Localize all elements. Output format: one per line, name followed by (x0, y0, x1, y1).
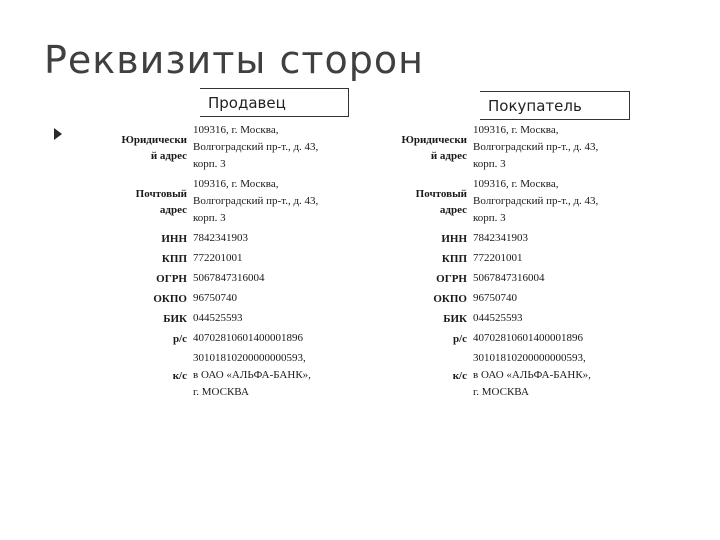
seller-field-label: Почтовый адрес (135, 187, 187, 216)
seller-field-value: 044525593 (193, 312, 243, 324)
buyer-field-label: Юридически й адрес (401, 133, 467, 162)
seller-detail-row (100, 270, 318, 287)
buyer-field-value: 109316, г. Москва, Волгоградский пр-т., д. 43, корп. 3 (473, 178, 599, 224)
buyer-field-label: БИК (443, 312, 467, 325)
buyer-detail-row (380, 350, 598, 401)
buyer-detail-row (380, 230, 598, 247)
buyer-field-value: 109316, г. Москва, Волгоградский пр-т., д. 43, корп. 3 (473, 124, 599, 170)
seller-field-label: к/с (172, 369, 187, 382)
buyer-detail-row (380, 270, 598, 287)
seller-field-value: 5067847316004 (193, 272, 265, 284)
seller-detail-row (100, 250, 318, 267)
buyer-detail-row (380, 290, 598, 307)
buyer-field-value: 5067847316004 (473, 272, 545, 284)
seller-field-label: р/с (172, 332, 187, 345)
buyer-detail-row (380, 122, 598, 173)
buyer-field-label: р/с (452, 332, 467, 345)
seller-field-label: ОКПО (153, 292, 187, 305)
seller-field-label: Юридически й адрес (121, 133, 187, 162)
seller-field-label: ОГРН (156, 272, 187, 285)
seller-details (100, 122, 318, 404)
page-title: Реквизиты сторон (44, 38, 424, 82)
buyer-detail-row (380, 250, 598, 267)
seller-field-value: 96750740 (193, 292, 237, 304)
buyer-field-label: ОГРН (436, 272, 467, 285)
seller-field-value: 40702810601400001896 (193, 332, 303, 344)
seller-field-value: 109316, г. Москва, Волгоградский пр-т., д. 43, корп. 3 (193, 124, 319, 170)
buyer-detail-row (380, 310, 598, 327)
seller-detail-row (100, 290, 318, 307)
seller-field-value: 30101810200000000593, в ОАО «АЛЬФА-БАНК», г. МОСКВА (193, 352, 311, 398)
buyer-field-value: 30101810200000000593, в ОАО «АЛЬФА-БАНК», г. МОСКВА (473, 352, 591, 398)
seller-field-label: ИНН (161, 232, 187, 245)
seller-detail-row (100, 310, 318, 327)
seller-field-label: КПП (161, 252, 187, 265)
seller-detail-row (100, 230, 318, 247)
buyer-field-label: ИНН (441, 232, 467, 245)
buyer-field-label: КПП (441, 252, 467, 265)
seller-header: Продавец (200, 88, 349, 117)
seller-field-value: 109316, г. Москва, Волгоградский пр-т., д. 43, корп. 3 (193, 178, 319, 224)
seller-detail-row (100, 176, 318, 227)
buyer-header: Покупатель (480, 91, 630, 120)
buyer-field-label: к/с (452, 369, 467, 382)
buyer-field-label: ОКПО (433, 292, 467, 305)
seller-detail-row (100, 122, 318, 173)
buyer-detail-row (380, 176, 598, 227)
seller-field-value: 772201001 (193, 252, 243, 264)
bullet-arrow-icon (54, 128, 62, 140)
buyer-field-value: 7842341903 (473, 232, 528, 244)
seller-field-value: 7842341903 (193, 232, 248, 244)
buyer-field-label: Почтовый адрес (415, 187, 467, 216)
buyer-field-value: 044525593 (473, 312, 523, 324)
seller-detail-row (100, 330, 318, 347)
buyer-detail-row (380, 330, 598, 347)
buyer-field-value: 40702810601400001896 (473, 332, 583, 344)
buyer-field-value: 96750740 (473, 292, 517, 304)
buyer-details (380, 122, 598, 404)
buyer-field-value: 772201001 (473, 252, 523, 264)
seller-field-label: БИК (163, 312, 187, 325)
seller-detail-row (100, 350, 318, 401)
